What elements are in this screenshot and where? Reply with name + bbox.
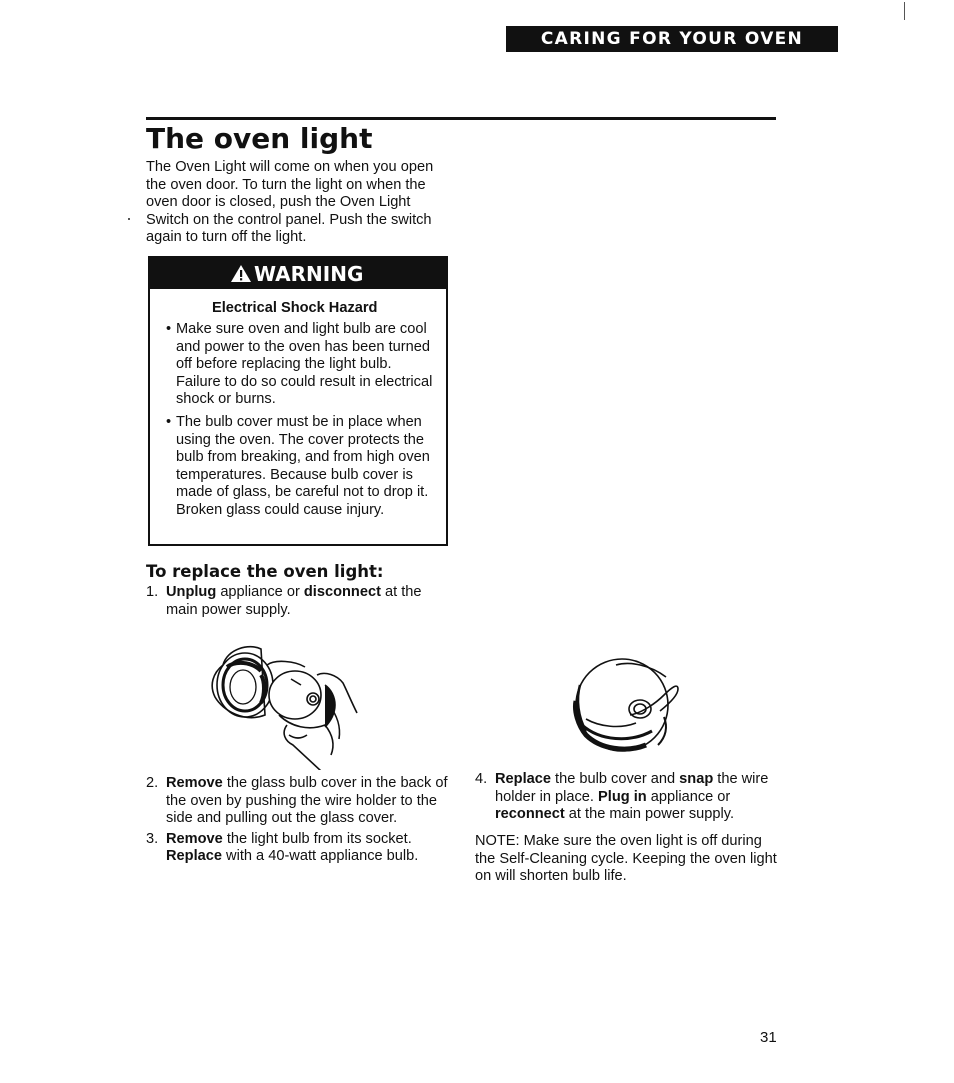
step-text: the bulb cover and: [550, 771, 680, 787]
warning-label: WARNING: [254, 261, 364, 286]
step-number: 4.: [475, 771, 488, 787]
replace-heading: To replace the oven light:: [146, 562, 384, 581]
step-text: the wire holder in place.: [495, 771, 769, 805]
step-bold: reconnect: [495, 806, 565, 823]
steps-list-1: [146, 584, 446, 619]
step-text: the glass bulb cover in the back of the oven by pushing the wire holder to the side and pulling out the glass cover.: [166, 775, 448, 827]
step-bold: Replace: [166, 848, 222, 865]
intro-paragraph: The Oven Light will come on when you open the oven door. To turn the light on when the oven door is closed, push the Oven Light Switch on the control panel. Push the switch again to turn off the light.: [146, 159, 434, 246]
steps-list-2: [146, 775, 452, 869]
step-bold: Remove: [166, 830, 223, 847]
hazard-item: • The bulb cover must be in place when using the oven. The cover protects the bulb from breaking, and from high oven temperatures. Because bulb cover is made of glass, be careful not to drop it. Broken glass could cause injury.: [164, 414, 436, 520]
step-text: appliance or: [216, 584, 304, 600]
step-bold: Remove: [166, 775, 223, 791]
step-bold: disconnect: [303, 584, 381, 600]
bulb-cover-with-wire-holder-icon: [560, 655, 685, 760]
hazard-list: [150, 321, 446, 520]
warning-triangle-icon: [230, 264, 252, 283]
warning-bar: [150, 258, 446, 289]
note-paragraph: NOTE: Make sure the oven light is off during the Self-Cleaning cycle. Keeping the oven light on will shorten bulb life.: [475, 833, 777, 885]
step-bold: Unplug: [166, 584, 217, 600]
page-number: 31: [760, 1029, 777, 1046]
step-item: [146, 775, 452, 828]
step-text: at the main power supply.: [564, 806, 735, 823]
step-item: [146, 831, 452, 866]
page-title: The oven light: [146, 122, 373, 155]
step-text: appliance or: [646, 788, 731, 805]
margin-dot: [128, 218, 130, 220]
page-edge-mark: [904, 2, 905, 20]
step-bold: Replace: [495, 771, 551, 787]
step-number: 1.: [146, 584, 159, 600]
steps-list-3: [475, 771, 781, 824]
step-text: at the main power supply.: [166, 584, 422, 618]
step-item: [475, 771, 781, 824]
step-text: with a 40-watt appliance bulb.: [221, 848, 419, 865]
section-header-band: CARING FOR YOUR OVEN: [506, 26, 838, 52]
step-item: [146, 584, 446, 619]
hand-removing-bulb-cover-icon: [205, 635, 380, 775]
step-bold: snap: [679, 771, 714, 787]
step-number: 2.: [146, 775, 159, 791]
step-number: 3.: [146, 830, 159, 847]
hazard-title: Electrical Shock Hazard: [212, 300, 378, 316]
hazard-item: • Make sure oven and light bulb are cool and power to the oven has been turned off before replacing the light bulb. Failure to do so could result in electrical shock or burns.: [164, 321, 436, 409]
step-text: the light bulb from its socket.: [222, 830, 412, 847]
warning-box: [148, 256, 448, 546]
step-bold: Plug in: [598, 788, 647, 805]
